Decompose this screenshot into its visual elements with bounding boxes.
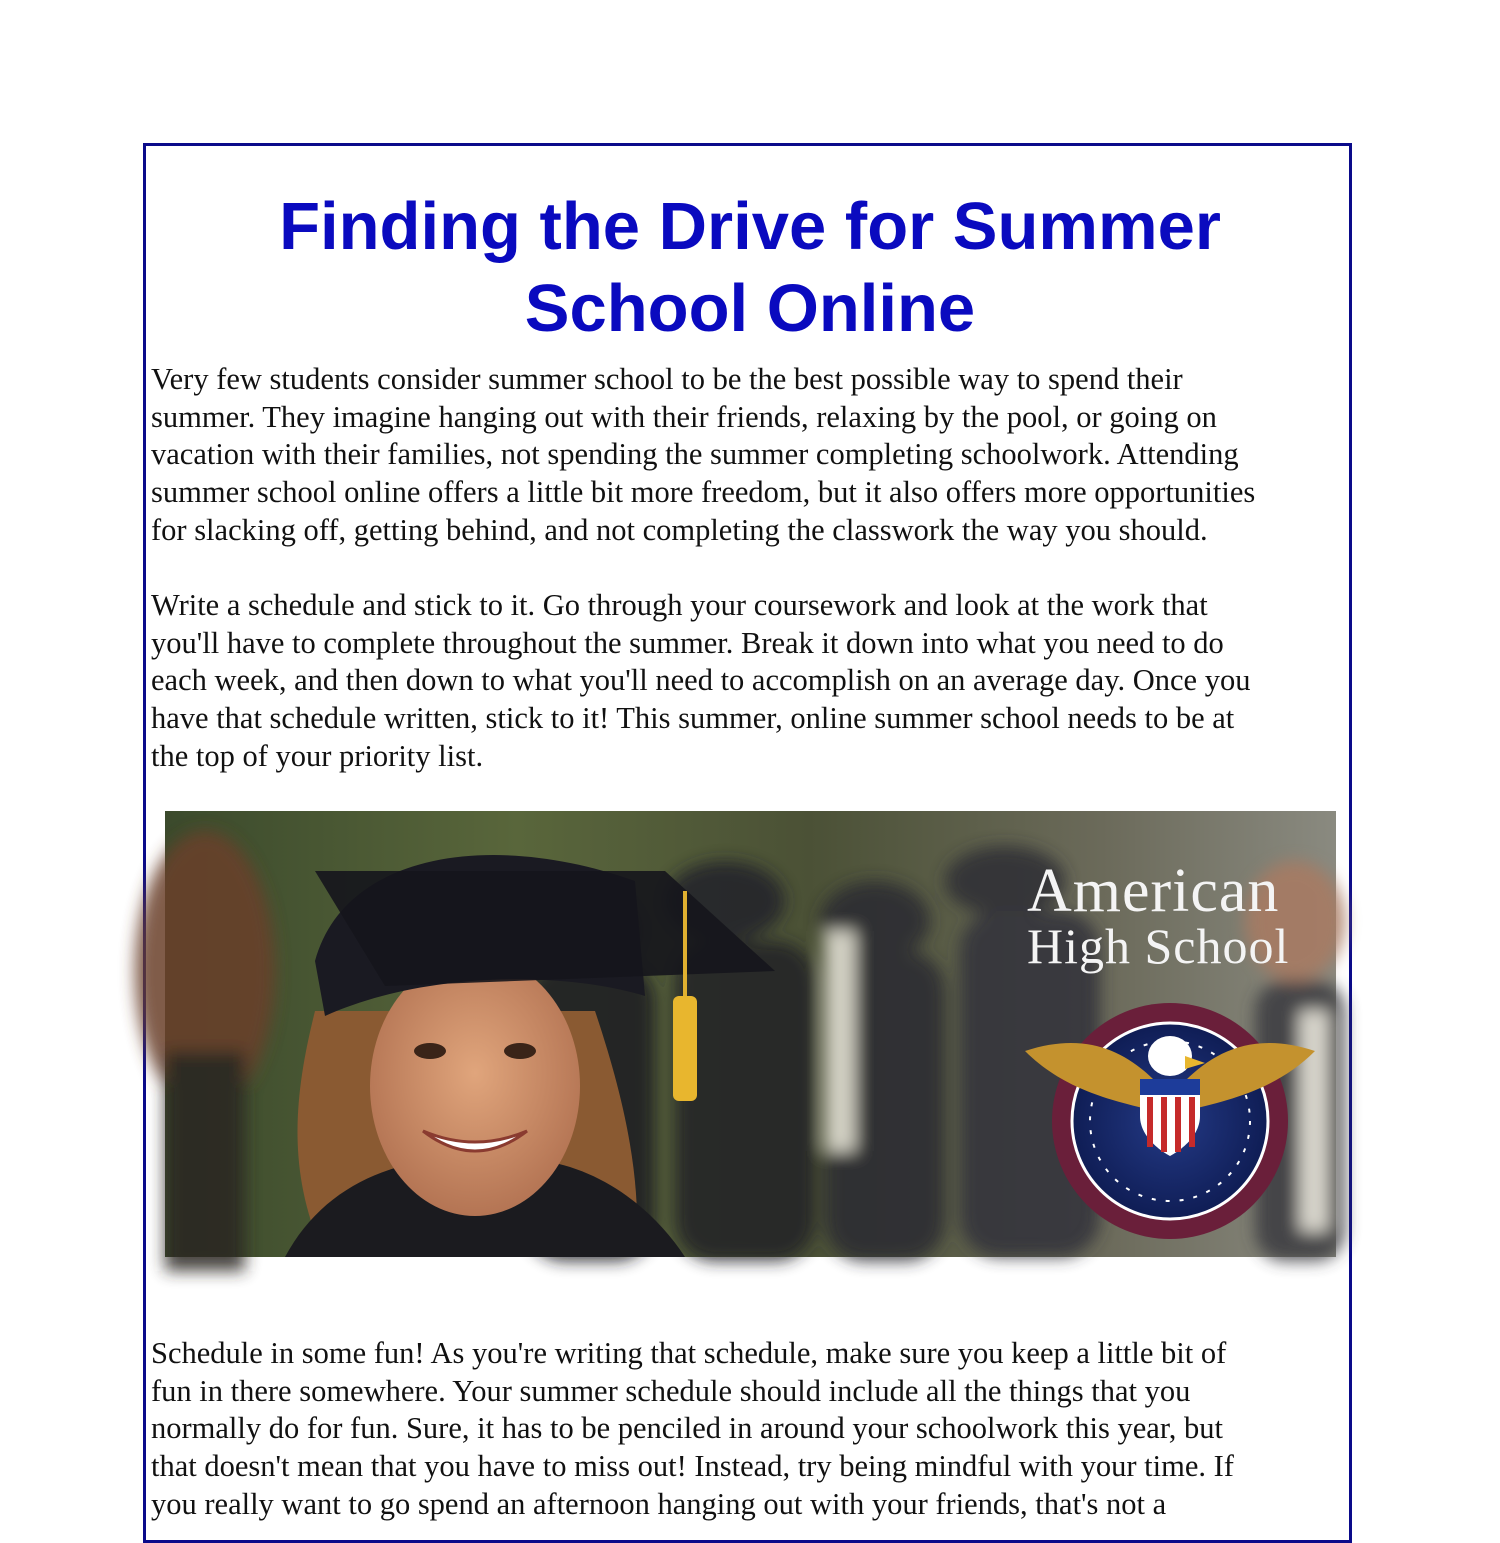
paragraph-line: summer. They imagine hanging out with their friends, relaxing by the pool, or going on	[151, 399, 1217, 434]
paragraph-line: have that schedule written, stick to it! This summer, online summer school needs to be at	[151, 701, 1235, 736]
title-line-2: School Online	[524, 271, 976, 346]
paragraph-intro	[151, 361, 1351, 550]
document-title	[150, 186, 1350, 350]
paragraph-line: the top of your priority list.	[151, 738, 484, 773]
paragraph-line: Very few students consider summer school to be the best possible way to spend their	[151, 362, 1183, 396]
paragraph-line: you'll have to complete throughout the summer. Break it down into what you need to do	[151, 625, 1224, 660]
paragraph-schedule	[151, 587, 1351, 776]
paragraph-line: fun in there somewhere. Your summer schedule should include all the things that you	[151, 1373, 1191, 1408]
paragraph-line: that doesn't mean that you have to miss out! Instead, try being mindful with your time. If	[151, 1449, 1234, 1484]
logo-text-high-school: High School	[1027, 918, 1290, 974]
title-line-1: Finding the Drive for Summer	[279, 189, 1221, 264]
paragraph-line: for slacking off, getting behind, and not completing the classwork the way you should.	[151, 512, 1208, 547]
paragraph-line: Schedule in some fun! As you're writing that schedule, make sure you keep a little bit of	[151, 1336, 1227, 1370]
paragraph-line: each week, and then down to what you'll need to accomplish on an average day. Once you	[151, 663, 1251, 698]
paragraph-fun	[151, 1335, 1351, 1524]
logo-text-american: American	[1027, 857, 1280, 925]
paragraph-line: vacation with their families, not spending the summer completing schoolwork. Attending	[151, 437, 1239, 472]
paragraph-line: you really want to go spend an afternoon hanging out with your friends, that's not a	[151, 1486, 1167, 1521]
paragraph-line: Write a schedule and stick to it. Go through your coursework and look at the work that	[151, 588, 1208, 622]
paragraph-line: normally do for fun. Sure, it has to be penciled in around your schoolwork this year, but	[151, 1411, 1223, 1446]
paragraph-line: summer school online offers a little bit more freedom, but it also offers more opportunities	[151, 475, 1256, 510]
